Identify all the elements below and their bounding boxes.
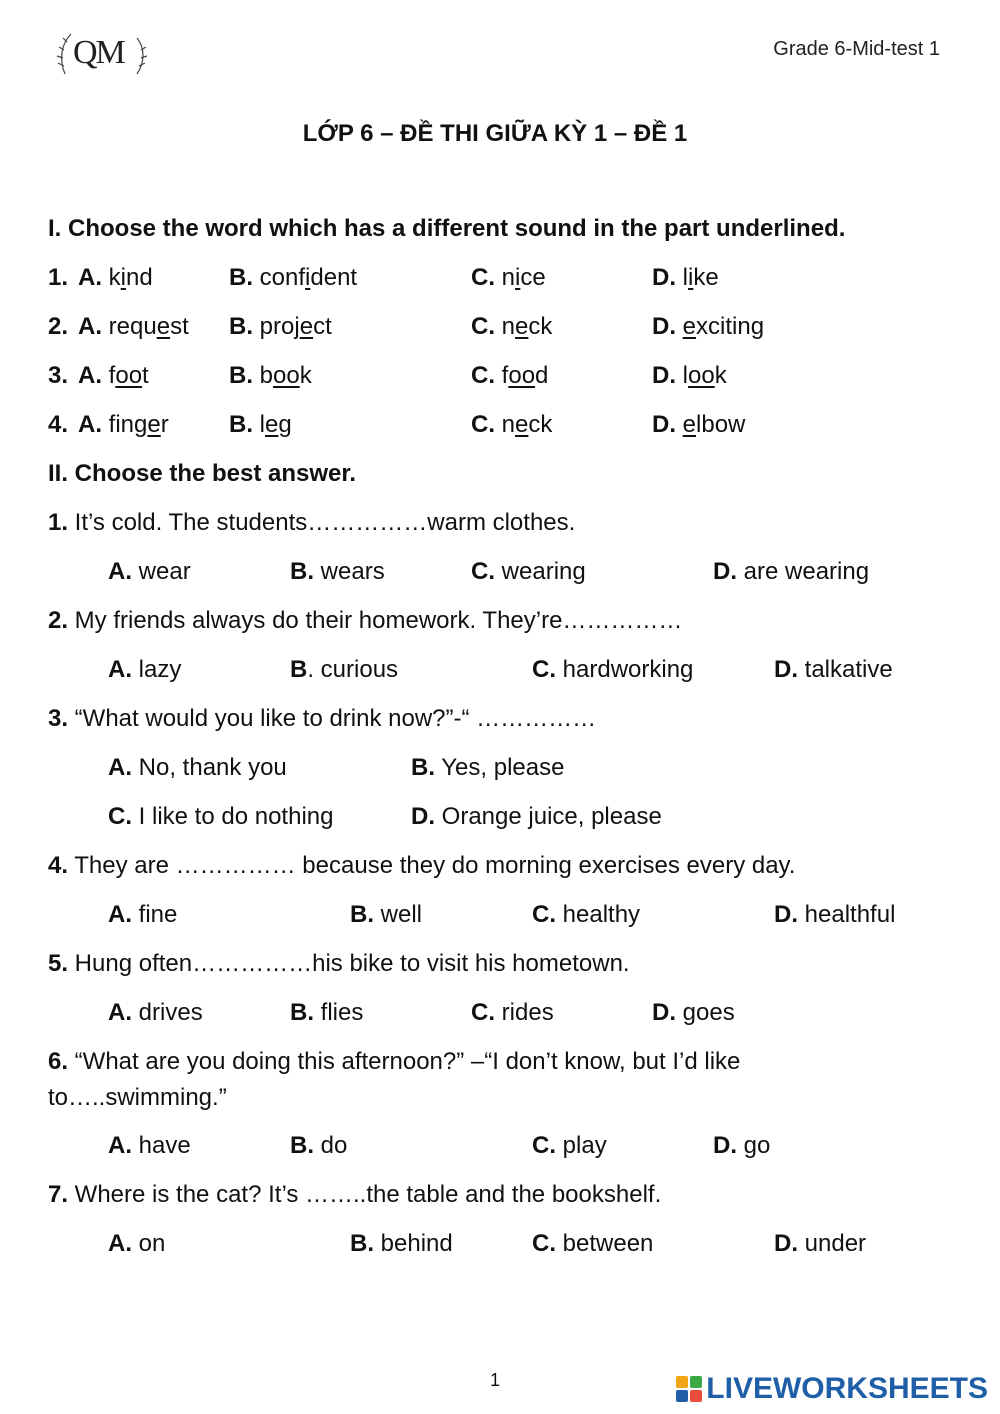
answer-option[interactable] bbox=[290, 999, 363, 1027]
question-number-text: 3. bbox=[48, 362, 69, 389]
liveworksheets-logo bbox=[676, 1372, 988, 1406]
question-body: Hung often……………his bike to visit his hometown. bbox=[68, 950, 630, 977]
underlined-part: i bbox=[515, 264, 521, 291]
answer-option[interactable] bbox=[532, 656, 693, 684]
answer-option[interactable] bbox=[774, 656, 893, 684]
question-number-text: 3. bbox=[48, 705, 69, 732]
option-word-end: nd bbox=[126, 264, 153, 291]
option-letter: C. bbox=[532, 901, 556, 928]
answer-option[interactable] bbox=[713, 558, 869, 586]
answer-option[interactable] bbox=[471, 558, 586, 586]
question-body: My friends always do their homework. They’re…………… bbox=[68, 607, 683, 634]
option-text: do bbox=[314, 1132, 348, 1159]
answer-option[interactable] bbox=[652, 313, 764, 341]
test-label: Grade 6-Mid-test 1 bbox=[773, 38, 940, 60]
underlined-part: oo bbox=[508, 362, 536, 389]
option-letter: A. bbox=[108, 558, 132, 585]
question-number-text: 2. bbox=[48, 313, 69, 340]
option-text: talkative bbox=[798, 656, 893, 683]
underlined-part: i bbox=[688, 264, 694, 291]
option-letter: A. bbox=[108, 656, 132, 683]
option-text: healthful bbox=[798, 901, 896, 928]
page-number: 1 bbox=[489, 1370, 500, 1390]
answer-option[interactable] bbox=[108, 999, 203, 1027]
qm-logo bbox=[55, 30, 150, 78]
option-letter: C. bbox=[532, 1132, 556, 1159]
option-letter: A. bbox=[108, 754, 132, 781]
option-letter: C. bbox=[471, 313, 495, 340]
question-number-text: 4. bbox=[48, 411, 69, 438]
option-word-start: l bbox=[682, 362, 689, 389]
option-text: wearing bbox=[495, 558, 586, 585]
question-text-continued: to…..swimming.” bbox=[48, 1084, 227, 1111]
option-text: well bbox=[374, 901, 423, 928]
answer-option[interactable] bbox=[471, 313, 552, 341]
answer-option[interactable] bbox=[774, 1230, 866, 1258]
option-letter: B bbox=[290, 656, 308, 683]
answer-option[interactable] bbox=[108, 656, 181, 684]
underlined-part: e bbox=[147, 411, 161, 438]
option-word-start: n bbox=[501, 264, 516, 291]
question-number-text: 2. bbox=[48, 607, 69, 634]
answer-option[interactable] bbox=[229, 313, 332, 341]
option-text: Orange juice, please bbox=[435, 803, 662, 830]
answer-option[interactable] bbox=[108, 803, 333, 831]
option-letter: B. bbox=[290, 999, 314, 1026]
answer-option[interactable] bbox=[411, 754, 564, 782]
option-letter: D. bbox=[774, 656, 798, 683]
option-text: flies bbox=[314, 999, 364, 1026]
option-text: rides bbox=[495, 999, 554, 1026]
option-text: healthy bbox=[556, 901, 641, 928]
option-word-end: ct bbox=[313, 313, 332, 340]
option-letter: B. bbox=[350, 901, 374, 928]
answer-option[interactable] bbox=[713, 1132, 770, 1160]
option-word-start: fing bbox=[108, 411, 148, 438]
option-letter: C. bbox=[532, 656, 556, 683]
question-number-text: 1. bbox=[48, 509, 69, 536]
option-text: under bbox=[798, 1230, 867, 1257]
option-word-start: conf bbox=[259, 264, 306, 291]
question-body: Where is the cat? It’s ……..the table and the bookshelf. bbox=[68, 1181, 662, 1208]
option-letter: A. bbox=[108, 1230, 132, 1257]
underlined-part: e bbox=[682, 411, 697, 438]
answer-option[interactable] bbox=[532, 901, 640, 929]
answer-option[interactable] bbox=[229, 362, 312, 390]
answer-option[interactable] bbox=[290, 1132, 347, 1160]
underlined-part: e bbox=[265, 411, 279, 438]
question-number-text: 4. bbox=[48, 852, 69, 879]
option-text: are wearing bbox=[737, 558, 870, 585]
question-number-text: 7. bbox=[48, 1181, 69, 1208]
option-letter: B. bbox=[411, 754, 435, 781]
option-word-start: proj bbox=[259, 313, 300, 340]
answer-option[interactable] bbox=[78, 362, 149, 390]
underlined-part: oo bbox=[273, 362, 300, 389]
option-letter: D. bbox=[774, 1230, 798, 1257]
page-title: LỚP 6 – ĐỀ THI GIỮA KỲ 1 – ĐỀ 1 bbox=[302, 120, 688, 147]
option-word-start: k bbox=[108, 264, 121, 291]
option-text: goes bbox=[676, 999, 735, 1026]
liveworksheets-text: LIVEWORKSHEETS bbox=[706, 1372, 988, 1405]
answer-option[interactable] bbox=[350, 901, 422, 929]
option-letter: D. bbox=[774, 901, 798, 928]
option-letter: B. bbox=[290, 558, 314, 585]
option-word-start: n bbox=[501, 313, 516, 340]
option-text: drives bbox=[132, 999, 203, 1026]
option-letter: B. bbox=[229, 313, 253, 340]
logo-text: QM bbox=[73, 34, 124, 71]
answer-option[interactable] bbox=[229, 411, 292, 439]
option-text: Yes, please bbox=[435, 754, 565, 781]
answer-option[interactable] bbox=[108, 901, 177, 929]
option-letter: D. bbox=[652, 313, 676, 340]
option-letter: A. bbox=[78, 313, 102, 340]
option-word-end: ck bbox=[528, 411, 553, 438]
answer-option[interactable] bbox=[411, 803, 662, 831]
answer-option[interactable] bbox=[350, 1230, 453, 1258]
option-word-start: requ bbox=[108, 313, 157, 340]
option-letter: B. bbox=[229, 264, 253, 291]
question-body: “What would you like to drink now?”-“ …………… bbox=[68, 705, 597, 732]
option-text: go bbox=[737, 1132, 771, 1159]
option-letter: D. bbox=[713, 1132, 737, 1159]
answer-option[interactable] bbox=[471, 999, 554, 1027]
question-text bbox=[48, 607, 682, 635]
option-letter: C. bbox=[471, 999, 495, 1026]
question-text bbox=[48, 1048, 740, 1076]
question-text bbox=[48, 1181, 661, 1209]
option-text: . curious bbox=[307, 656, 399, 683]
underlined-part: i bbox=[120, 264, 127, 291]
option-letter: C. bbox=[471, 558, 495, 585]
option-letter: D. bbox=[652, 362, 676, 389]
option-word-end: ke bbox=[693, 264, 719, 291]
question-text bbox=[48, 950, 630, 978]
option-word-end: dent bbox=[310, 264, 358, 291]
answer-option[interactable] bbox=[652, 999, 735, 1027]
answer-option[interactable] bbox=[290, 656, 398, 684]
option-letter: B. bbox=[229, 411, 253, 438]
option-word-start: b bbox=[259, 362, 274, 389]
option-letter: D. bbox=[713, 558, 737, 585]
option-text: wear bbox=[132, 558, 191, 585]
option-word-end: st bbox=[170, 313, 189, 340]
option-word-end: d bbox=[535, 362, 549, 389]
option-word-start: f bbox=[501, 362, 509, 389]
option-word-end: k bbox=[714, 362, 727, 389]
answer-option[interactable] bbox=[229, 264, 357, 292]
option-word-start: n bbox=[501, 411, 516, 438]
option-word-start: l bbox=[259, 411, 266, 438]
option-letter: A. bbox=[78, 362, 102, 389]
option-word-start: f bbox=[108, 362, 116, 389]
option-text: I like to do nothing bbox=[132, 803, 334, 830]
option-letter: C. bbox=[471, 362, 495, 389]
answer-option[interactable] bbox=[108, 558, 191, 586]
question-number bbox=[48, 264, 68, 292]
question-text bbox=[48, 509, 575, 537]
answer-option[interactable] bbox=[471, 264, 546, 292]
option-letter: C. bbox=[471, 264, 495, 291]
answer-option[interactable] bbox=[108, 1230, 165, 1258]
answer-option[interactable] bbox=[532, 1230, 653, 1258]
option-word-end: ck bbox=[528, 313, 553, 340]
answer-option[interactable] bbox=[78, 313, 189, 341]
answer-option[interactable] bbox=[78, 264, 153, 292]
question-body: It’s cold. The students……………warm clothes. bbox=[68, 509, 576, 536]
underlined-part: oo bbox=[688, 362, 715, 389]
question-number-text: 1. bbox=[48, 264, 69, 291]
option-text: behind bbox=[374, 1230, 453, 1257]
underlined-part: oo bbox=[115, 362, 143, 389]
option-word-end: t bbox=[142, 362, 149, 389]
section-1-heading: I. Choose the word which has a different sound in the part underlined. bbox=[48, 215, 846, 242]
option-letter: D. bbox=[652, 264, 676, 291]
answer-option[interactable] bbox=[532, 1132, 607, 1160]
underlined-part: e bbox=[299, 313, 314, 340]
option-text: have bbox=[132, 1132, 191, 1159]
option-word-end: ce bbox=[520, 264, 546, 291]
question-text bbox=[48, 705, 596, 733]
option-word-start: l bbox=[682, 264, 689, 291]
liveworksheets-icon bbox=[676, 1376, 702, 1402]
section-2-heading: II. Choose the best answer. bbox=[48, 460, 357, 487]
option-letter: A. bbox=[108, 1132, 132, 1159]
option-letter: A. bbox=[108, 999, 132, 1026]
option-letter: D. bbox=[411, 803, 435, 830]
option-text: play bbox=[556, 1132, 607, 1159]
question-text bbox=[48, 852, 795, 880]
option-word-end: r bbox=[160, 411, 169, 438]
question-number bbox=[48, 362, 68, 390]
answer-option[interactable] bbox=[774, 901, 895, 929]
answer-option[interactable] bbox=[471, 362, 548, 390]
option-word-end: g bbox=[278, 411, 292, 438]
question-body: They are …………… because they do morning exercises every day. bbox=[68, 852, 796, 879]
option-letter: A. bbox=[78, 264, 102, 291]
question-number-text: 6. bbox=[48, 1048, 69, 1075]
option-text: on bbox=[132, 1230, 166, 1257]
option-letter: B. bbox=[290, 1132, 314, 1159]
option-letter: A. bbox=[78, 411, 102, 438]
question-number bbox=[48, 313, 68, 341]
option-text: lazy bbox=[132, 656, 182, 683]
question-number bbox=[48, 411, 68, 439]
answer-option[interactable] bbox=[471, 411, 552, 439]
option-word-end: xciting bbox=[696, 313, 765, 340]
option-text: No, thank you bbox=[132, 754, 287, 781]
option-word-end: lbow bbox=[696, 411, 746, 438]
underlined-part: e bbox=[515, 411, 529, 438]
option-text: fine bbox=[132, 901, 178, 928]
answer-option[interactable] bbox=[290, 558, 385, 586]
answer-option[interactable] bbox=[652, 411, 745, 439]
option-text: between bbox=[556, 1230, 654, 1257]
answer-option[interactable] bbox=[108, 1132, 191, 1160]
underlined-part: e bbox=[682, 313, 697, 340]
answer-option[interactable] bbox=[652, 264, 719, 292]
option-text: hardworking bbox=[556, 656, 694, 683]
question-body: “What are you doing this afternoon?” –“I don’t know, but I’d like bbox=[68, 1048, 741, 1075]
underlined-part: i bbox=[305, 264, 311, 291]
option-text: wears bbox=[314, 558, 385, 585]
option-letter: A. bbox=[108, 901, 132, 928]
option-word-end: k bbox=[299, 362, 312, 389]
answer-option[interactable] bbox=[78, 411, 169, 439]
option-letter: D. bbox=[652, 999, 676, 1026]
option-letter: C. bbox=[108, 803, 132, 830]
question-number-text: 5. bbox=[48, 950, 69, 977]
underlined-part: e bbox=[156, 313, 171, 340]
option-letter: C. bbox=[532, 1230, 556, 1257]
option-letter: C. bbox=[471, 411, 495, 438]
underlined-part: e bbox=[515, 313, 529, 340]
answer-option[interactable] bbox=[652, 362, 727, 390]
option-letter: B. bbox=[350, 1230, 374, 1257]
answer-option[interactable] bbox=[108, 754, 287, 782]
option-letter: D. bbox=[652, 411, 676, 438]
option-letter: B. bbox=[229, 362, 253, 389]
